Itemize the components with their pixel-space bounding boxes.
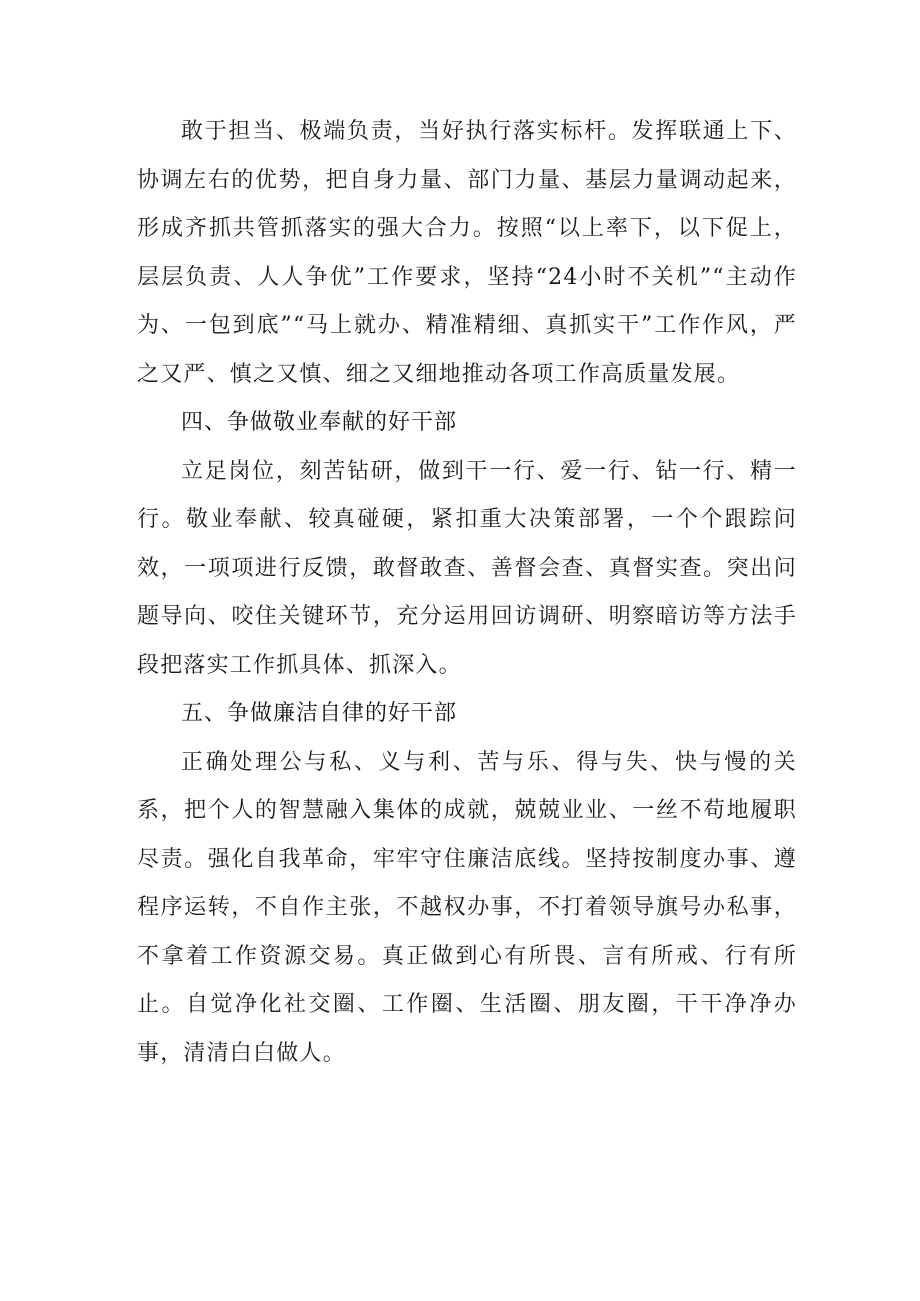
document-body	[137, 108, 797, 1078]
section-heading-5: 五、争做廉洁自律的好干部	[181, 701, 458, 726]
paragraph-dedication: 立足岗位，刻苦钻研，做到干一行、爱一行、钻一行、精一行。敬业奉献、较真碰硬，紧扣重大决策部署，一个个跟踪问效，一项项进行反馈，敢督敢查、善督会查、真督实查。突出问题导向、咬住关键环节，充分运用回访调研、明察暗访等方法手段把落实工作抓具体、抓深入。	[137, 458, 797, 678]
paragraph-integrity: 正确处理公与私、义与利、苦与乐、得与失、快与慢的关系，把个人的智慧融入集体的成就，兢兢业业、一丝不苟地履职尽责。强化自我革命，牢牢守住廉洁底线。坚持按制度办事、遵程序运转，不自作主张，不越权办事，不打着领导旗号办私事，不拿着工作资源交易。真正做到心有所畏、言有所戒、行有所止。自觉净化社交圈、工作圈、生活圈、朋友圈，干干净净办事，清清白白做人。	[137, 749, 797, 1066]
section-heading-4: 四、争做敬业奉献的好干部	[181, 410, 458, 435]
paragraph-responsibility: 敢于担当、极端负责，当好执行落实标杆。发挥联通上下、协调左右的优势，把自身力量、部门力量、基层力量调动起来，形成齐抓共管抓落实的强大合力。按照“以上率下，以下促上，层层负责、人人争优”工作要求，坚持“24小时不关机”“主动作为、一包到底”“马上就办、精准精细、真抓实干”工作作风，严之又严、慎之又慎、细之又细地推动各项工作高质量发展。	[137, 119, 797, 387]
